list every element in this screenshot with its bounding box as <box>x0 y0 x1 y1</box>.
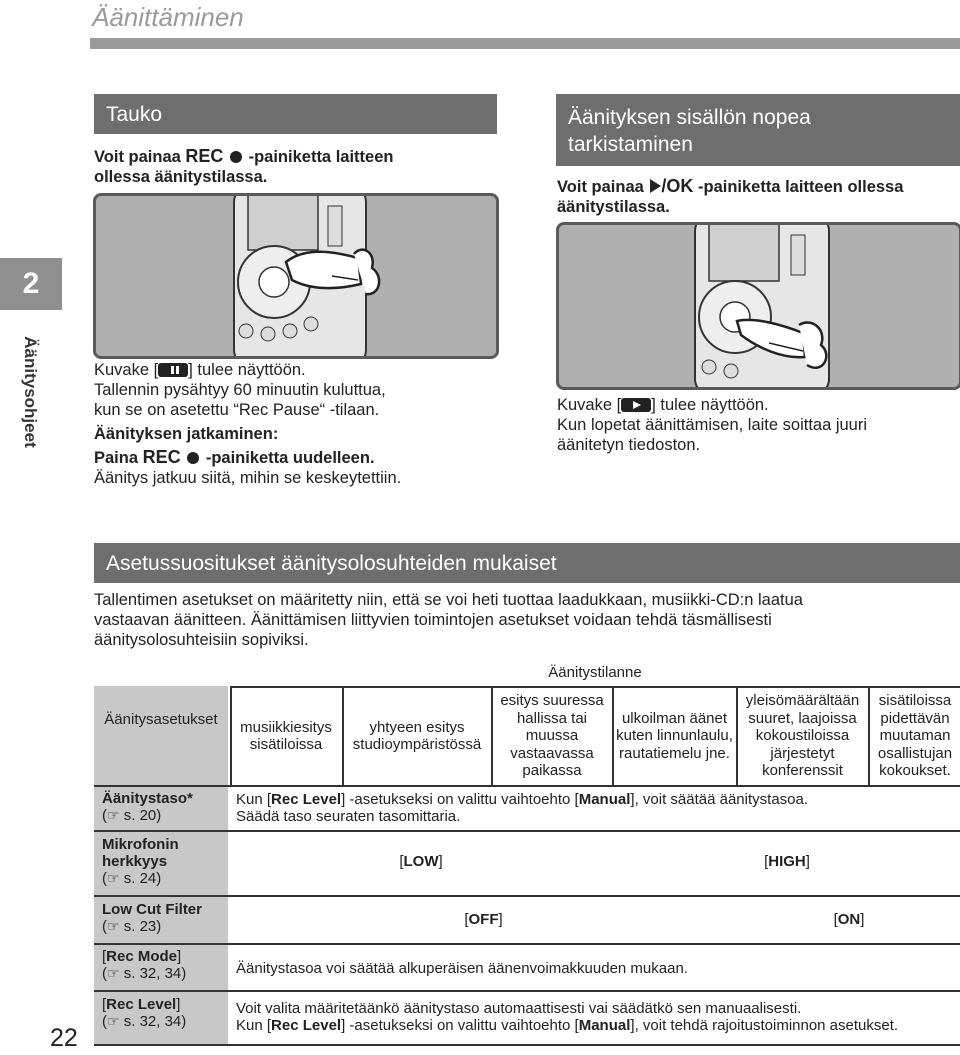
recorder-hand-illustration <box>96 196 496 356</box>
column-header: ulkoilman äänet kuten linnunlaulu, rautatiemelu jne. <box>616 709 733 762</box>
pause-heading <box>94 94 497 134</box>
recmode-label-line: [Rec Mode] <box>102 948 182 965</box>
recommendations-intro-2: vastaavan äänitteen. Äänittämisen liittyvien toimintojen asetukset voidaan tehdä täsmällisesti <box>94 611 772 629</box>
column-header: sisätiloissa pidettävän muutaman osallistujan kokoukset. <box>877 692 953 780</box>
row-rule <box>94 990 960 992</box>
lowcut-label: Low Cut Filter <box>102 901 202 918</box>
recommendations-intro-1: Tallentimen asetukset on määritetty niin, että se voi heti tuottaa laadukkaan, musiikki-CD:n laatua <box>94 591 803 609</box>
recmode-ref-pages: s. 32, 34) <box>123 965 187 982</box>
level-label: Äänitystaso* <box>102 790 193 807</box>
resume-heading: Äänityksen jatkaminen: <box>94 425 279 443</box>
chapter-label-text: Äänitysohjeet <box>21 336 40 448</box>
table-bottom-rule <box>94 1044 960 1046</box>
text-part: ], voit säätää äänitystasoa. <box>630 791 809 808</box>
pause-icon-line <box>94 360 514 380</box>
level-text-1 <box>236 791 808 808</box>
text-bold: Rec Level <box>271 791 342 808</box>
mic-label-2: herkkyys <box>102 853 168 870</box>
chapter-tab[interactable]: 2 <box>0 258 62 310</box>
pause-intro-3: ollessa äänitystilassa. <box>94 168 268 186</box>
settings-header: Äänitysasetukset <box>104 711 218 729</box>
row-label-level <box>102 790 193 824</box>
pause-intro <box>94 146 499 187</box>
lowcut-on: ON <box>837 911 861 929</box>
lowcut-on-value: [ ON ] <box>833 911 865 929</box>
reclevel-text-1: Voit valita määritetäänkö äänitystaso automaattisesti vai säädätkö sen manuaalisesti. <box>236 1000 802 1017</box>
resume-post: -painiketta uudelleen. <box>205 449 375 467</box>
quick-check-intro-1: Voit painaa <box>557 178 644 196</box>
resume-note: Äänitys jatkuu siitä, mihin se keskeytettiin. <box>94 469 402 487</box>
reclevel-label-line: [Rec Level] <box>102 996 181 1013</box>
pause-icon <box>158 363 188 377</box>
play-screen-icon <box>621 398 651 412</box>
reclevel-ref-pages: s. 32, 34) <box>123 1013 187 1030</box>
reclevel-ref: (☞ s. 32, 34) <box>102 1013 187 1030</box>
recommendations-intro <box>94 590 960 650</box>
column-header: yleisömäärältään suuret, laajoissa kokoustiloissa järjestetyt konferenssit <box>745 692 860 780</box>
mic-high: HIGH <box>768 853 806 871</box>
row-rule <box>94 830 960 832</box>
mic-low: LOW <box>403 853 439 871</box>
text-bold: Rec Level <box>271 1017 342 1034</box>
pause-illustration <box>93 193 499 359</box>
rec-dot-icon <box>230 151 242 163</box>
row-label-mic <box>102 836 179 887</box>
row-label-recmode <box>102 948 186 982</box>
ok-label: /OK <box>661 176 694 196</box>
text-part: ], voit tehdä rajoitustoiminnon asetukset. <box>630 1017 899 1034</box>
quick-check-icon-pre: Kuvake [ <box>557 396 622 414</box>
play-icon <box>650 179 661 193</box>
lowcut-off: OFF <box>468 911 499 929</box>
quick-check-body <box>557 395 957 455</box>
row-text-recmode: Äänitystasoa voi säätää alkuperäisen äänenvoimakkuuden mukaan. <box>236 960 688 977</box>
pause-line-3: kun se on asetettu “Rec Pause“ -tilaan. <box>94 401 380 419</box>
table-top-rule <box>230 686 960 688</box>
lowcut-off-value: [ OFF ] <box>464 911 503 929</box>
pause-icon-pre: Kuvake [ <box>94 361 159 379</box>
row-label-reclevel <box>102 996 186 1030</box>
rec-label: REC <box>185 146 224 166</box>
quick-check-intro <box>557 176 957 217</box>
recmode-ref: (☞ s. 32, 34) <box>102 965 187 982</box>
text-part: Kun [ <box>236 1017 272 1034</box>
hand-pointer-icon: ☞ <box>107 965 120 981</box>
resume-pre: Paina <box>94 449 139 467</box>
quick-check-heading-2: tarkistaminen <box>568 133 693 156</box>
quick-check-icon-post: ] tulee näyttöön. <box>651 396 769 414</box>
recommendations-heading <box>94 543 960 583</box>
quick-check-line-3: äänitetyn tiedoston. <box>557 436 701 454</box>
text-bold: Manual <box>578 791 631 808</box>
text-part: Kun [ <box>236 791 272 808</box>
mic-ref: (☞ s. 24) <box>102 870 162 887</box>
quick-check-intro-3: äänitystilassa. <box>557 198 670 216</box>
level-ref-pages: s. 20) <box>123 807 162 824</box>
lowcut-ref: (☞ s. 23) <box>102 918 162 935</box>
quick-check-intro-2: -painiketta laitteen ollessa <box>698 178 904 196</box>
lowcut-ref-pages: s. 23) <box>123 918 162 935</box>
table-header-rule <box>94 785 960 787</box>
recommendations-heading-text: Asetussuositukset äänitysolosuhteiden mukaiset <box>106 552 557 575</box>
hand-pointer-icon: ☞ <box>107 1013 120 1029</box>
pause-intro-1: Voit painaa <box>94 148 181 166</box>
group-header: Äänitystilanne <box>548 664 642 682</box>
row-text-level <box>236 791 808 825</box>
hand-pointer-icon: ☞ <box>107 918 120 934</box>
text-part: ] -asetukseksi on valittu vaihtoehto [ <box>341 791 579 808</box>
pause-icon-post: ] tulee näyttöön. <box>188 361 306 379</box>
pause-line-2: Tallennin pysähtyy 60 minuutin kuluttua, <box>94 381 386 399</box>
column-header: musiikkiesitys sisätiloissa <box>240 718 332 753</box>
resume-line <box>94 447 514 468</box>
mic-ref-pages: s. 24) <box>123 870 162 887</box>
column-header: yhtyeen esitys studioympäristössä <box>352 718 482 753</box>
mic-low-value: [ LOW ] <box>399 853 443 871</box>
recmode-label: Rec Mode <box>106 948 178 965</box>
pause-body <box>94 360 514 488</box>
level-ref: (☞ s. 20) <box>102 807 162 824</box>
play-icon-line <box>557 395 957 415</box>
mic-label-1: Mikrofonin <box>102 836 179 853</box>
reclevel-text-2 <box>236 1017 898 1034</box>
hand-pointer-icon: ☞ <box>107 870 120 886</box>
row-rule <box>94 895 960 897</box>
quick-check-heading-1: Äänityksen sisällön nopea <box>568 106 811 129</box>
level-text-2: Säädä taso seuraten tasomittaria. <box>236 808 461 825</box>
column-header: esitys suuressa hallissa tai muussa vastaavassa paikassa <box>500 692 604 780</box>
chapter-label <box>18 322 42 462</box>
quick-check-line-2: Kun lopetat äänittämisen, laite soittaa juuri <box>557 416 868 434</box>
page-number: 22 <box>50 1024 78 1052</box>
hand-pointer-icon: ☞ <box>107 807 120 823</box>
pause-heading-text: Tauko <box>106 103 163 126</box>
pause-intro-2: -painiketta laitteen <box>248 148 394 166</box>
recorder-press-illustration <box>559 225 959 387</box>
page-title: Äänittäminen <box>92 2 244 32</box>
text-bold: Manual <box>578 1017 631 1034</box>
rec-dot-icon <box>187 452 199 464</box>
row-text-reclevel <box>236 1000 898 1034</box>
text-part: ] -asetukseksi on valittu vaihtoehto [ <box>341 1017 579 1034</box>
quick-check-heading <box>556 94 960 166</box>
mic-high-value: [ HIGH ] <box>764 853 810 871</box>
row-label-lowcut <box>102 901 202 935</box>
title-rule <box>90 38 960 49</box>
quick-check-illustration <box>556 222 960 390</box>
recommendations-intro-3: äänitysolosuhteisiin sopiviksi. <box>94 631 309 649</box>
resume-rec-label: REC <box>142 447 181 467</box>
reclevel-label: Rec Level <box>106 996 177 1013</box>
row-rule <box>94 943 960 945</box>
